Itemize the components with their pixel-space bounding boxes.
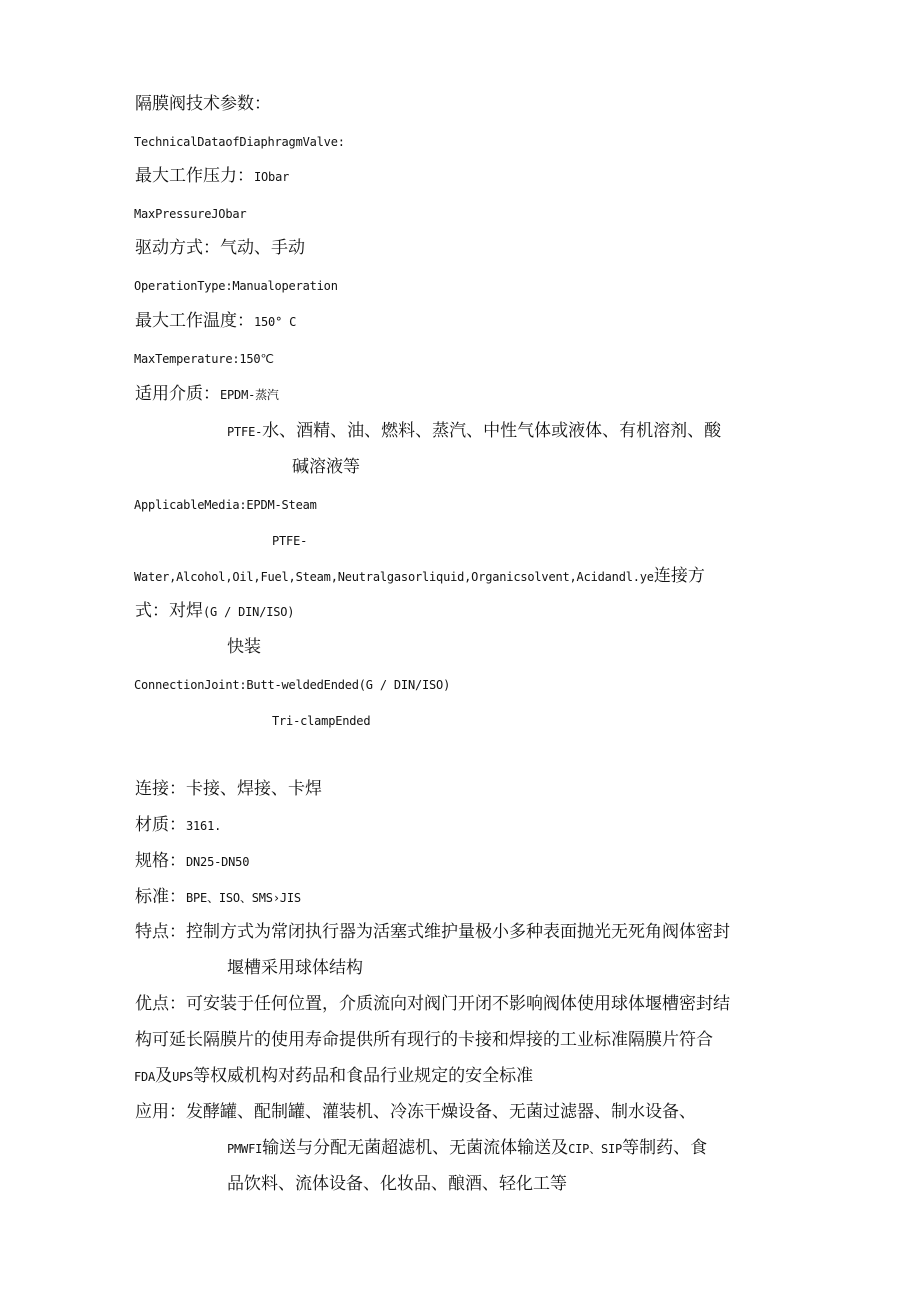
drive-en: OperationType:Manualoperation [134, 279, 338, 293]
conn-en-tri: Tri-clampEnded [272, 714, 371, 728]
spec-line [135, 851, 249, 872]
media-ptfe-rest: 水、酒精、油、燃料、蒸汽、中性气体或液体、有机溶剂、酸 [262, 421, 722, 441]
pressure-en: MaxPressureJObar [134, 207, 247, 221]
title-en: TechnicalDataofDiaphragmValve: [134, 135, 345, 149]
material-line [135, 815, 221, 836]
joint-line: 连接：卡接、焊接、卡焊 [135, 779, 322, 799]
app-pharma: 等制药、食 [622, 1138, 708, 1158]
std-value: BPE、ISO、SMS›JIS [186, 891, 301, 905]
conn-label-part1: 连接方 [653, 566, 705, 586]
media-ptfe-prefix: PTFE- [227, 425, 263, 439]
advantage-line-2: 构可延长隔膜片的使用寿命提供所有现行的卡接和焊接的工业标准隔膜片符合 [135, 1030, 713, 1050]
conn-label-part2: 式：对焊 [135, 601, 203, 621]
media-ptfe-cont: 碱溶液等 [292, 457, 360, 477]
app-pmwfi: PMWFI [227, 1142, 263, 1156]
temp-label: 最大工作温度： [135, 311, 254, 331]
media-en-list-line [134, 566, 705, 587]
conn-quick: 快装 [227, 637, 261, 657]
media-line [135, 384, 279, 405]
feature-line-1: 特点：控制方式为常闭执行器为活塞式维护量极小多种表面抛光无死角阀体密封 [135, 922, 730, 942]
media-en-list: Water,Alcohol,Oil,Fuel,Steam,Neutralgasorliquid,Organicsolvent,Acidandl.ye [134, 570, 654, 584]
material-label: 材质： [135, 815, 186, 835]
std-label: 标准： [135, 887, 186, 907]
feature-line-2: 堰槽采用球体结构 [227, 958, 363, 978]
media-en: ApplicableMedia:EPDM-Steam [134, 498, 317, 512]
media-label: 适用介质： [135, 384, 220, 404]
app-cip-sip: CIP、SIP [568, 1142, 623, 1156]
application-line-1: 应用：发酵罐、配制罐、灌装机、冷冻干燥设备、无菌过滤器、制水设备、 [135, 1102, 696, 1122]
app-transport: 输送与分配无菌超滤机、无菌流体输送及 [262, 1138, 569, 1158]
drive-line: 驱动方式：气动、手动 [135, 238, 305, 258]
application-line-3: 品饮料、流体设备、化妆品、酿酒、轻化工等 [227, 1174, 567, 1194]
pressure-label: 最大工作压力： [135, 166, 254, 186]
temp-value: 150° C [254, 315, 297, 329]
conn-en: ConnectionJoint:Butt-weldedEnded(G / DIN/ISO) [134, 678, 451, 692]
media-en-ptfe: PTFE- [272, 534, 308, 548]
material-value: 3161. [186, 819, 222, 833]
std-line [135, 887, 301, 908]
spec-label: 规格： [135, 851, 186, 871]
adv-ups: UPS [172, 1070, 194, 1084]
media-value: EPDM-蒸汽 [220, 388, 279, 402]
spec-value: DN25-DN50 [186, 855, 250, 869]
adv-rest: 等权威机构对药品和食品行业规定的安全标准 [193, 1066, 534, 1086]
conn-value: (G / DIN/ISO) [203, 605, 295, 619]
advantage-line-3 [134, 1066, 533, 1087]
application-line-2 [227, 1138, 707, 1159]
temp-line [135, 311, 296, 332]
title-zh: 隔膜阀技术参数： [135, 94, 271, 114]
pressure-line [135, 166, 289, 187]
adv-and: 及 [155, 1066, 173, 1086]
pressure-value: IObar [254, 170, 290, 184]
media-ptfe-line [227, 421, 721, 442]
advantage-line-1: 优点：可安装于任何位置，介质流向对阀门开闭不影响阀体使用球体堰槽密封结 [135, 994, 730, 1014]
conn-line [135, 601, 294, 622]
adv-fda: FDA [134, 1070, 156, 1084]
temp-en: MaxTemperature:150℃ [134, 352, 274, 366]
